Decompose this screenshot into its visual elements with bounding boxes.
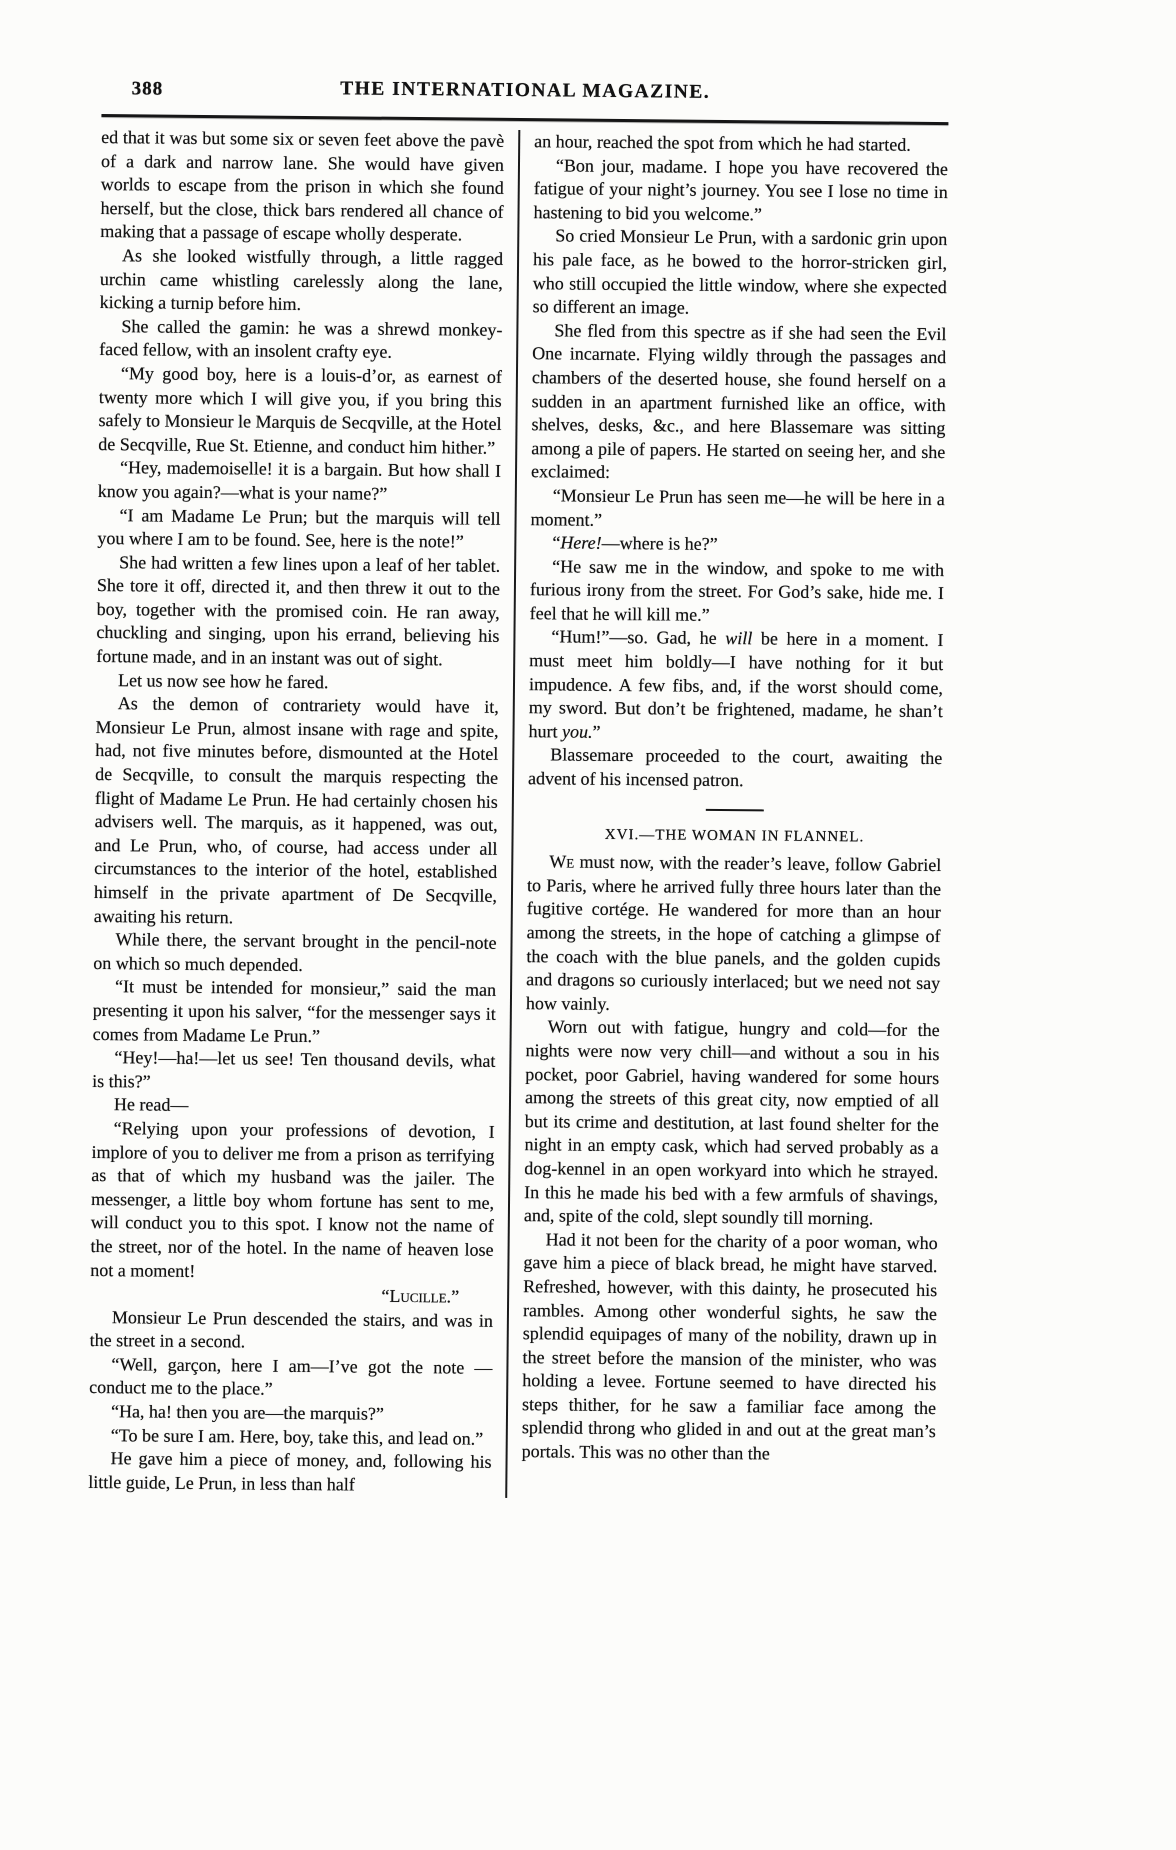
two-column-body xyxy=(88,126,948,1503)
paragraph: “Ha, ha! then you are—the marquis?” xyxy=(110,1401,384,1424)
paragraph: “Hey!—ha!—let us see! Ten thousand devils, what is this?” xyxy=(92,1047,496,1092)
paragraph: “To be sure I am. Here, boy, take this, and lead on.” xyxy=(110,1424,484,1449)
paragraph: As she looked wistfully through, a little ragged urchin came whistling carelessly along the lane, kicking a turnip before him. xyxy=(99,245,504,315)
page-title: THE INTERNATIONAL MAGAZINE. xyxy=(340,78,711,103)
paragraph: Monsieur Le Prun descended the stairs, and was in the street in a second. xyxy=(89,1306,493,1352)
paragraph: “Well, garçon, here I am—I’ve got the note —conduct me to the place.” xyxy=(89,1354,493,1400)
paragraph: “Monsieur Le Prun has seen me—he will be here in a moment.” xyxy=(530,485,945,530)
section-divider xyxy=(706,808,764,811)
paragraph: Worn out with fatigue, hungry and cold—for the nights were now very chill—and without a sou in his pocket, poor Gabriel, having wandered for some hours among the streets of this great city, now emptied of all but its crime and destitution, at last found shelter for the night in an empty cask, which had served probably as a dog-kennel in an open workyard into which he strayed. In this he made his bed with a few armfuls of shavings, and, spite of the cold, slept soundly till morning. xyxy=(523,1016,940,1229)
paragraph: “I am Madame Le Prun; but the marquis will tell you where I am to be found. See, here is the note!” xyxy=(97,504,501,552)
page-number: 388 xyxy=(131,78,164,100)
paragraph: “Here!—where is he?” xyxy=(552,532,718,555)
paragraph: So cried Monsieur Le Prun, with a sardonic grin upon his pale face, as he bowed to the horror-stricken girl, who still occupied the little window, where she expected so different an image. xyxy=(532,225,948,318)
column-divider xyxy=(505,130,520,1498)
paragraph: As the demon of contrariety would have it, Monsieur Le Prun, almost insane with rage and spite, had, not five minutes before, dismounted at the Hotel de Secqville, to consult the marquis respecting the flight of Madame Le Prun. He had certainly chosen his advisers well. The marquis, as it happened, was out, and Le Prun, who, of course, had access under all circumstances to the interior of the hotel, established himself in the private apartment of De Secqville, awaiting his return. xyxy=(93,693,499,927)
section-heading: XVI.—THE WOMAN IN FLANNEL. xyxy=(604,826,865,845)
paragraph: She had written a few lines upon a leaf of her tablet. She tore it off, directed it, and then threw it out to the boy, together with the promised coin. He ran away, chuckling and singing, upon his errand, believing his fortune made, and in an instant was out of sight. xyxy=(96,551,501,670)
paragraph: She called the gamin: he was a shrewd monkey-faced fellow, with an insolent crafty eye. xyxy=(99,315,503,363)
signature-line: “Lucille.” xyxy=(381,1285,460,1307)
paragraph: “Hum!”—so. Gad, he will be here in a moment. I must meet him boldly—I have nothing for it but impudence. A few fibs, and, if the worst should come, my sword. But don’t be frightened, madame, he shan’t hurt you.” xyxy=(528,626,944,742)
paragraph: “My good boy, here is a louis-d’or, as earnest of twenty more which I will give you, if you bring this safely to Monsieur le Marquis de Secqville, at the Hotel de Secqville, Rue St. Etienne, and conduct him hither.” xyxy=(98,363,503,458)
italic-text: you. xyxy=(561,721,593,742)
paragraph: She fled from this spectre as if she had seen the Evil One incarnate. Flying wildly through the passages and chambers of the deserted house, she found herself on a sudden in an apartment furnished like an office, with shelves, desks, &c., and here Blassemare was sitting among a pile of papers. He started on seeing her, and she exclaimed: xyxy=(530,320,947,483)
paragraph: Had it not been for the charity of a poor woman, who gave him a piece of black bread, he might have starved. Refreshed, however, with this dainty, he prosecuted his rambles. Among other wonderful sights, he saw the splendid equipages of many of the nobility, drawn up in the street before the mansion of the minister, who was holding a levee. Fortune seemed to have directed his steps thither, for he saw a familiar face among the splendid throng who glided in and out at the great man’s portals. This was no other than the xyxy=(521,1229,938,1464)
paragraph: Blassemare proceeded to the court, awaiting the advent of his incensed patron. xyxy=(528,744,943,791)
paragraph: “Bon jour, madame. I hope you have recovered the fatigue of your night’s journey. You see I lose no time in hastening to bid you welcome.” xyxy=(533,154,949,225)
paragraph: “Relying upon your professions of devotion, I implore of you to deliver me from a prison as terrifying as that of which my husband was the jailer. The messenger, a little boy whom fortune has sent to me, will conduct you to this spot. I know not the name of the street, nor of the hotel. In the name of heaven lose not a moment! xyxy=(90,1118,495,1281)
paragraph: He gave him a piece of money, and, following his little guide, Le Prun, in less than half xyxy=(88,1448,492,1495)
paragraph: We must now, with the reader’s leave, follow Gabriel to Paris, where he arrived fully three hours later than the fugitive cortége. He wandered for more than an hour among the streets, in the hope of catching a glimpse of the coach with the blue panels, and the golden cupids and dragons so curiously interlaced; but we need not say how vainly. xyxy=(525,851,942,1014)
paragraph: “Hey, mademoiselle! it is a bargain. But how shall I know you again?—what is your name?” xyxy=(97,457,502,504)
paragraph: He read— xyxy=(113,1094,189,1116)
left-column xyxy=(88,126,504,1498)
italic-text: Here! xyxy=(560,532,602,553)
right-column xyxy=(521,130,948,1502)
paragraph: Let us now see how he fared. xyxy=(117,669,329,692)
paragraph: an hour, reached the spot from which he had started. xyxy=(534,131,911,155)
paragraph: While there, the servant brought in the pencil-note on which so much depended. xyxy=(93,929,497,975)
paragraph: ed that it was but some six or seven feet above the pavè of a dark and narrow lane. She would have given worlds to escape from the prison in which she found herself, but the close, thick bars rendered all chance of making that a passage of escape wholly desperate. xyxy=(100,126,505,245)
smallcaps-text: Lucille. xyxy=(389,1285,452,1307)
scanned-page-content xyxy=(88,58,949,1503)
paragraph: “He saw me in the window, and spoke to me with furious irony from the street. For God’s sake, hide me. I feel that he will kill me.” xyxy=(529,556,945,625)
page-header xyxy=(101,58,948,122)
paragraph: “It must be intended for monsieur,” said the man presenting it upon his salver, “for the messenger says it comes from Madame Le Prun.” xyxy=(92,976,497,1046)
smallcaps-text: We xyxy=(549,851,575,872)
italic-text: will xyxy=(725,628,753,649)
